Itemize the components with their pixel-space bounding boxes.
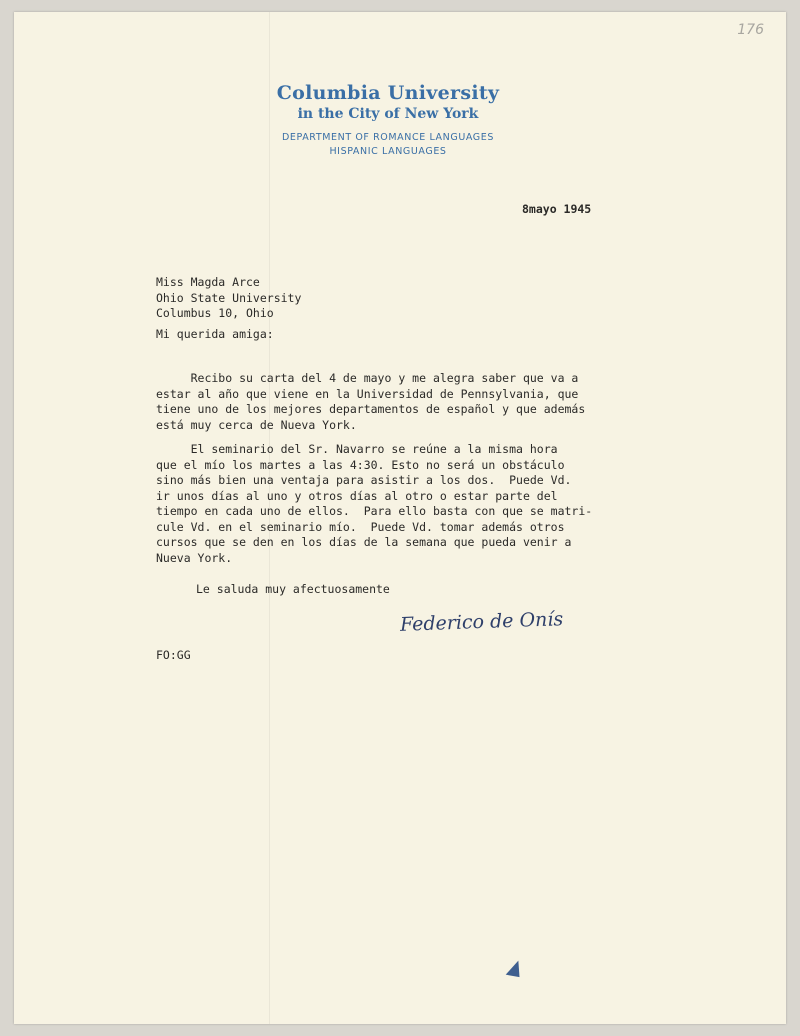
text-line: El seminario del Sr. Navarro se reúne a la misma hora: [156, 442, 558, 456]
closing: Le saluda muy afectuosamente: [196, 582, 390, 596]
letterhead-title: Columbia University: [276, 82, 500, 104]
text-line: tiempo en cada uno de ellos. Para ello basta con que se matri-: [156, 504, 593, 518]
text-line: está muy cerca de Nueva York.: [156, 417, 357, 432]
letterhead: [14, 82, 786, 157]
text-line: que el mío los martes a las 4:30. Esto no será un obstáculo: [156, 457, 565, 472]
ink-mark-icon: [506, 959, 523, 977]
letterhead-division: HISPANIC LANGUAGES: [329, 146, 447, 157]
recipient-line: Columbus 10, Ohio: [156, 306, 274, 320]
text-line: sino más bien una ventaja para asistir a los dos. Puede Vd.: [156, 473, 572, 487]
letter-date: 8mayo 1945: [522, 202, 592, 216]
letterhead-subtitle: in the City of New York: [297, 106, 479, 122]
paragraph-2: [156, 442, 592, 566]
handwritten-signature: Federico de Onís: [399, 608, 564, 636]
text-line: cule Vd. en el seminario mío. Puede Vd. tomar además otros: [156, 519, 565, 534]
text-line: estar al año que viene en la Universidad de Pennsylvania, que: [156, 386, 579, 401]
paragraph-1: [156, 371, 585, 433]
text-line: Recibo su carta del 4 de mayo y me alegra saber que va a: [156, 371, 579, 385]
letterhead-department: DEPARTMENT OF ROMANCE LANGUAGES: [281, 132, 495, 143]
archive-number: 176: [737, 22, 764, 38]
recipient-line: Miss Magda Arce: [156, 275, 260, 289]
recipient-address: [156, 275, 301, 322]
text-line: cursos que se den en los días de la semana que pueda venir a: [156, 535, 572, 549]
recipient-line: Ohio State University: [156, 290, 302, 305]
text-line: tiene uno de los mejores departamentos de español y que además: [156, 402, 586, 416]
text-line: Nueva York.: [156, 550, 233, 565]
typist-initials: FO:GG: [156, 648, 191, 662]
salutation: Mi querida amiga:: [156, 327, 274, 341]
text-line: ir unos días al uno y otros días al otro o estar parte del: [156, 488, 558, 503]
